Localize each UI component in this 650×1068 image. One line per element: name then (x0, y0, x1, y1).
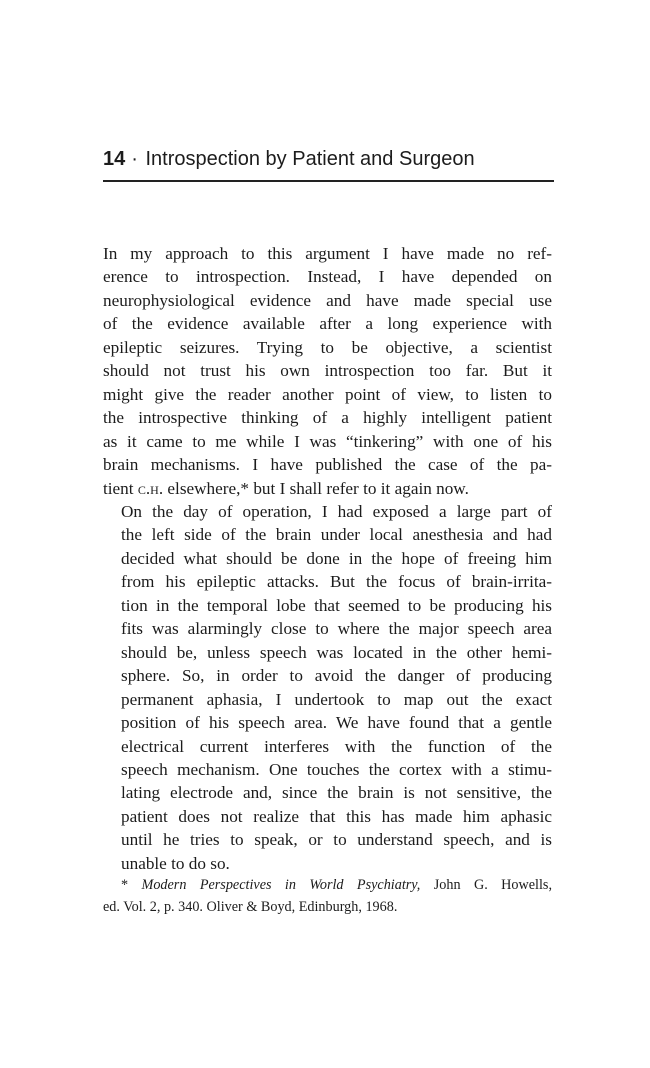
patient-initials: c.h. (137, 478, 164, 498)
text-line: the introspective thinking of a highly intelligent patient (103, 408, 552, 428)
footnote-work-title: Modern Perspectives in World Psychiatry, (141, 877, 421, 893)
text-line: the left side of the brain under local anesthesia and had (121, 525, 552, 545)
text-line: lating electrode and, since the brain is not sensitive, the (121, 783, 552, 803)
text-line: of the evidence available after a long experience with (103, 314, 552, 334)
text-line: unable to do so. (121, 853, 230, 873)
footnote-author: John G. Howells, (433, 877, 552, 893)
chapter-title: Introspection by Patient and Surgeon (145, 148, 475, 170)
page-number: 14 (103, 148, 126, 170)
text-line: position of his speech area. We have found that a gentle (121, 713, 552, 733)
text-line: patient does not realize that this has made him aphasic (121, 806, 552, 826)
text-line: electrical current interferes with the function of the (121, 736, 552, 756)
paragraph-1 (103, 242, 552, 500)
header-separator: · (131, 148, 138, 170)
header-rule (103, 180, 554, 182)
text-line: fits was alarmingly close to where the major speech area (121, 619, 552, 639)
text-line: should be, unless speech was located in the other hemi- (121, 642, 552, 662)
text-line: On the day of operation, I had exposed a large part of (121, 501, 552, 521)
text-fragment: elsewhere,* but I shall refer to it again now. (167, 478, 469, 498)
text-line: until he tries to speak, or to understand speech, and is (121, 830, 552, 850)
running-header (103, 144, 553, 174)
footnote-line: ed. Vol. 2, p. 340. Oliver & Boyd, Edinburgh, 1968. (103, 899, 398, 915)
text-line: permanent aphasia, I undertook to map out the exact (121, 689, 552, 709)
footnote-marker: * (121, 877, 129, 893)
footnote-line (103, 874, 552, 896)
text-line: might give the reader another point of view, to listen to (103, 384, 552, 404)
text-line: epileptic seizures. Trying to be objective, a scientist (103, 337, 552, 357)
text-line: In my approach to this argument I have made no ref- (103, 244, 552, 263)
text-line: sphere. So, in order to avoid the danger of producing (121, 666, 552, 686)
text-line: should not trust his own introspection too far. But it (103, 361, 552, 381)
text-line: from his epileptic attacks. But the focus of brain-irrita- (121, 572, 552, 592)
text-line (103, 477, 552, 500)
text-line: as it came to me while I was “tinkering” with one of his (103, 431, 552, 451)
text-line: decided what should be done in the hope of freeing him (121, 548, 552, 568)
text-line: neurophysiological evidence and have made special use (103, 290, 552, 310)
text-fragment: tient (103, 478, 134, 498)
paragraph-2 (103, 500, 552, 875)
footnote (103, 874, 552, 918)
body-text (103, 242, 552, 875)
text-line: erence to introspection. Instead, I have depended on (103, 267, 552, 287)
text-line: tion in the temporal lobe that seemed to be producing his (121, 595, 552, 615)
text-line: speech mechanism. One touches the cortex with a stimu- (121, 759, 552, 779)
text-line: brain mechanisms. I have published the case of the pa- (103, 455, 552, 475)
